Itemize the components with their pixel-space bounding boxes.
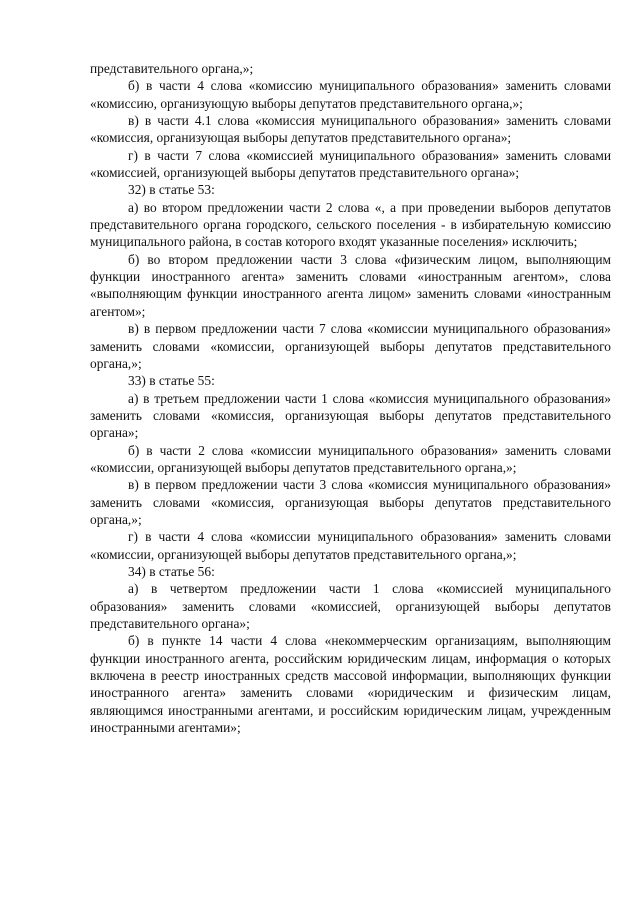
paragraph: а) в третьем предложении части 1 слова «комиссия муниципального образования» заменить словами «комиссия, организующая выборы депутатов представительного органа»; — [90, 390, 611, 441]
paragraph: г) в части 7 слова «комиссией муниципального образования» заменить словами «комиссией, организующей выборы депутатов представительного органа»; — [90, 147, 611, 181]
paragraph: в) в первом предложении части 7 слова «комиссии муниципального образования» заменить словами «комиссии, организующей выборы депутатов представительного органа,»; — [90, 321, 611, 371]
paragraph: а) в четвертом предложении части 1 слова «комиссией муниципального образования» заменить словами «комиссией, организующей выборы депутатов представительного органа»; — [90, 581, 611, 631]
paragraph: в) в части 4.1 слова «комиссия муниципального образования» заменить словами «комиссия, организующая выборы депутатов представительного органа»; — [90, 113, 611, 146]
paragraph: в) в первом предложении части 3 слова «комиссия муниципального образования» заменить словами «комиссия, организующая выборы депутатов представительного органа,»; — [90, 477, 611, 527]
paragraph: г) в части 4 слова «комиссии муниципального образования» заменить словами «комиссии, организующей выборы депутатов представительного органа,»; — [90, 529, 611, 562]
document-page — [90, 60, 611, 736]
paragraph: б) в части 2 слова «комиссии муниципального образования» заменить словами «комиссии, организующей выборы депутатов представительного органа,»; — [90, 442, 611, 475]
paragraph: б) во втором предложении части 3 слова «физическим лицом, выполняющим функции иностранного агента» заменить словами «иностранным агентом», слова «выполняющим функции иностранного агента лицом» заменить словами «иностранным агентом»; — [90, 251, 611, 319]
paragraph: представительного органа,»; — [90, 61, 254, 76]
paragraph: б) в части 4 слова «комиссию муниципального образования» заменить словами «комиссию, организующую выборы депутатов представительного органа,»; — [90, 78, 611, 111]
paragraph: б) в пункте 14 части 4 слова «некоммерческим организациям, выполняющим функции иностранного агента, российским юридическим лицам, информация о которых включена в реестр иностранных средств массовой информации, выполняющих функции иностранного агента» заменить словами «юридическим и физическим лицам, являющимся иностранными агентами, и российским юридическим лицам, учрежденным иностранными агентами»; — [90, 633, 611, 736]
article-heading: 34) в статье 56: — [128, 563, 215, 579]
article-heading: 32) в статье 53: — [128, 182, 215, 198]
paragraph: а) во втором предложении части 2 слова «, а при проведении выборов депутатов представительного органа городского, сельского поселения - в избирательную комиссию муниципального района, в состав которого входят указанные поселения» исключить; — [90, 199, 611, 250]
article-heading: 33) в статье 55: — [128, 373, 215, 389]
